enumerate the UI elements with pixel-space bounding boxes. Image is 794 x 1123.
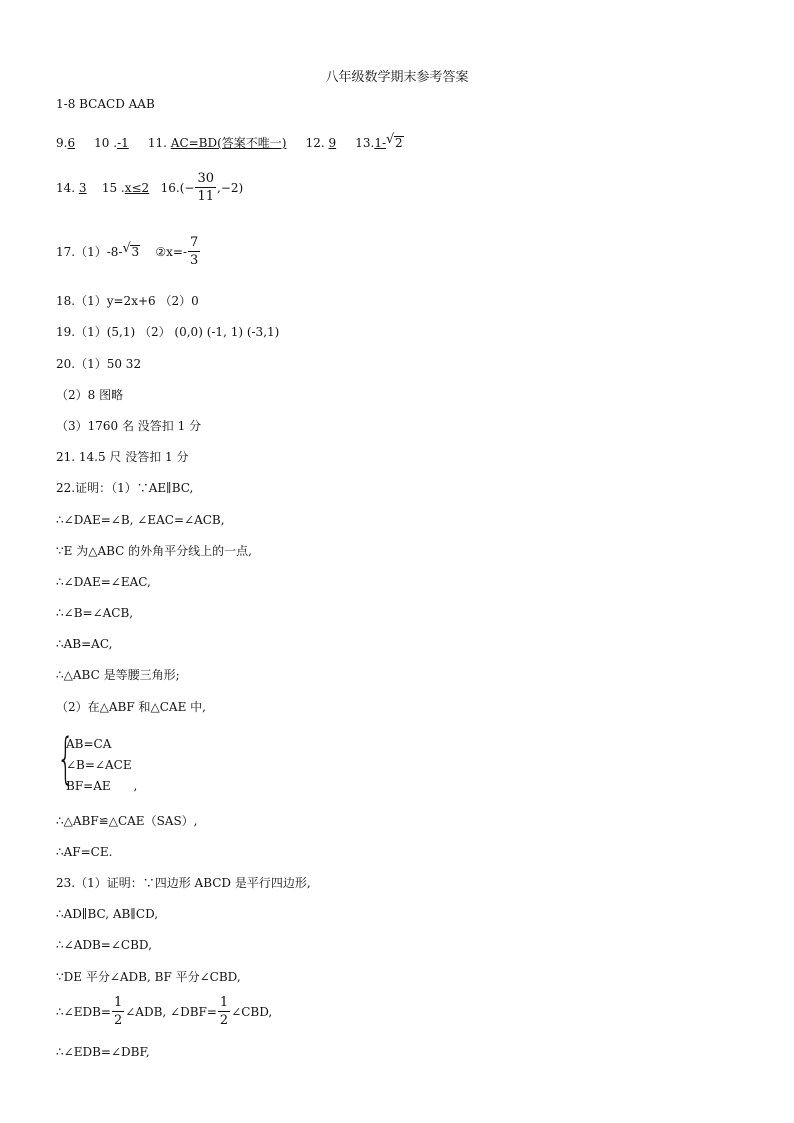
equation-system: [66, 734, 137, 797]
q11-label: 11.: [147, 136, 167, 150]
q15-label: 15 .: [101, 180, 125, 195]
proof-line-22-6: ∴AB=AC,: [56, 637, 113, 651]
proof-line-23-1: 23.（1）证明：∵四边形 ABCD 是平行四边形,: [56, 876, 311, 890]
q16-label: 16.(: [160, 180, 185, 195]
system-comma: ,: [133, 779, 138, 793]
proof-line-22-1: 22.证明：（1）∵AE∥BC,: [56, 481, 194, 495]
answer-line-20: 20.（1）50 32: [56, 357, 142, 371]
system-row-1: AB=CA: [66, 737, 112, 751]
q16-tail: ,−2): [217, 180, 244, 195]
fraction-1-2: [218, 996, 230, 1029]
proof-line-23-6: ∴∠EDB=∠DBF,: [56, 1045, 150, 1059]
q13-answer: [374, 132, 403, 150]
fraction-denominator: 3: [190, 253, 199, 269]
q9-label: 9.: [56, 136, 68, 150]
fraction-numerator: 30: [195, 172, 216, 188]
fraction-denominator: 2: [219, 1013, 229, 1029]
system-row-3: [66, 776, 137, 797]
q14-answer: 3: [78, 180, 87, 195]
proof-line-23-2: ∴AD∥BC, AB∥CD,: [56, 907, 159, 921]
q10-label: 10 .: [94, 136, 118, 150]
fraction-numerator: 1: [112, 996, 124, 1012]
answer-line-9-13: [56, 132, 404, 150]
sqrt-radicand: 3: [131, 244, 140, 259]
proof-line-23-3: ∴∠ADB=∠CBD,: [56, 938, 152, 952]
q11-answer: AC=BD(答案不唯一): [170, 136, 287, 150]
sqrt-sign: √ 2: [386, 132, 403, 150]
q13-answer-prefix: 1-: [374, 136, 387, 150]
answer-line-17: [56, 236, 201, 269]
q16-minus: −: [184, 180, 195, 195]
fraction-1-2: [112, 996, 124, 1029]
q12-label: 12.: [305, 136, 325, 150]
system-row-2: ∠B=∠ACE: [66, 758, 132, 772]
line-part-2: ∠ADB, ∠DBF=: [125, 1004, 217, 1019]
proof-line-22-5: ∴∠B=∠ACB,: [56, 606, 134, 620]
fraction-denominator: 2: [113, 1013, 123, 1029]
answer-line-18: 18.（1）y=2x+6 （2）0: [56, 294, 199, 308]
answer-line-14-16: [56, 172, 243, 205]
fraction-numerator: 7: [188, 236, 200, 252]
q12-answer: 9: [328, 136, 337, 150]
line-part-3: ∠CBD,: [231, 1004, 273, 1019]
answer-line-20-3: （3）1760 名 没答扣 1 分: [56, 419, 202, 433]
answer-line-21: 21. 14.5 尺 没答扣 1 分: [56, 450, 189, 464]
page-title: 八年级数学期末参考答案: [325, 70, 469, 85]
q17-part2: ②x=-: [155, 244, 188, 259]
proof-line-23-5: [56, 996, 272, 1029]
q13-label: 13.: [355, 136, 375, 150]
answer-line-1-8: 1-8 BCACD AAB: [56, 97, 155, 111]
proof-line-22-9: ∴△ABF≌△CAE（SAS）,: [56, 814, 198, 828]
answer-line-20-2: （2）8 图略: [56, 388, 124, 402]
proof-line-23-4: ∵DE 平分∠ADB, BF 平分∠CBD,: [56, 970, 241, 984]
proof-line-22-8: （2）在△ABF 和△CAE 中,: [56, 700, 206, 714]
system-row-3-text: BF=AE: [66, 779, 111, 793]
sqrt-radicand: 2: [395, 136, 403, 150]
line-part-1: ∴∠EDB=: [56, 1004, 111, 1019]
proof-line-22-4: ∴∠DAE=∠EAC,: [56, 575, 151, 589]
answer-line-19: 19.（1）(5,1) （2） (0,0) (-1, 1) (-3,1): [56, 325, 280, 339]
q10-answer: -1: [117, 136, 129, 150]
proof-line-22-10: ∴AF=CE.: [56, 845, 113, 859]
proof-line-22-7: ∴△ABC 是等腰三角形;: [56, 668, 180, 682]
q9-answer: 6: [67, 136, 76, 150]
q15-answer: x≤2: [124, 180, 150, 195]
q17-part1: 17.（1）-8-: [56, 244, 123, 259]
q14-label: 14.: [56, 180, 76, 195]
sqrt-sign: √ 3: [122, 240, 140, 259]
proof-line-22-2: ∴∠DAE=∠B, ∠EAC=∠ACB,: [56, 513, 225, 527]
proof-line-22-3: ∵E 为△ABC 的外角平分线上的一点,: [56, 544, 252, 558]
fraction-7-3: [188, 236, 200, 269]
system-brace: {: [57, 727, 75, 790]
fraction-denominator: 11: [197, 189, 215, 205]
fraction-30-11: [195, 172, 216, 205]
fraction-numerator: 1: [218, 996, 230, 1012]
